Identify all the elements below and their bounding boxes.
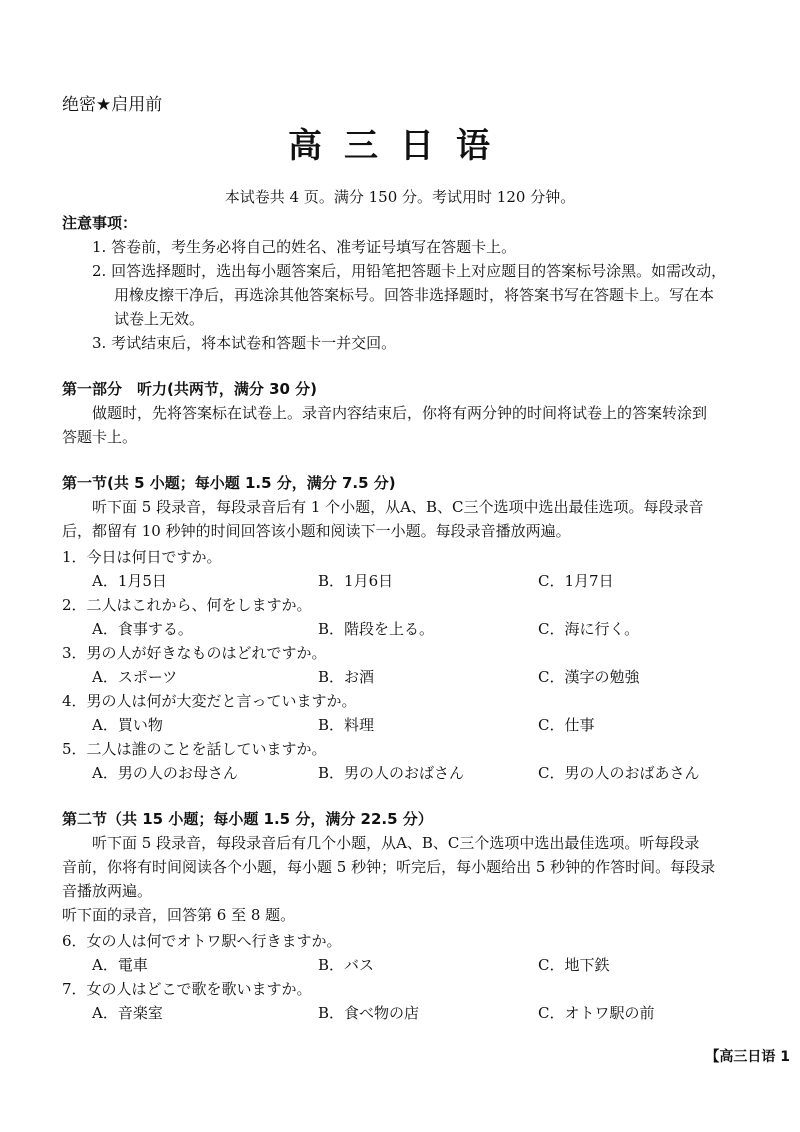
- option-a: A．音楽室: [92, 1004, 163, 1022]
- notice-line: 试卷上无效。: [114, 310, 205, 328]
- section2-desc: 听下面 5 段录音，每段录音后有几个小题，从A、B、C三个选项中选出最佳选项。听每段录: [92, 834, 700, 852]
- option-c: C．海に行く。: [538, 620, 640, 638]
- part1-desc: 答题卡上。: [62, 428, 138, 446]
- option-b: B．料理: [318, 716, 375, 734]
- secret-label: 绝密★启用前: [62, 95, 163, 115]
- section2-instruction: 听下面的录音，回答第 6 至 8 题。: [62, 906, 296, 924]
- notice-line: 1. 答卷前，考生务必将自己的姓名、准考证号填写在答题卡上。: [92, 238, 517, 256]
- option-a: A．男の人のお母さん: [92, 764, 238, 782]
- question: 4．男の人は何が大変だと言っていますか。: [62, 692, 357, 710]
- part1-heading: 第一部分 听力(共两节，满分 30 分): [62, 380, 318, 398]
- option-c: C．男の人のおばあさん: [538, 764, 700, 782]
- part1-desc: 做题时，先将答案标在试卷上。录音内容结束后，你将有两分钟的时间将试卷上的答案转涂到: [92, 404, 708, 422]
- section2-desc: 音前，你将有时间阅读各个小题，每小题 5 秒钟；听完后，每小题给出 5 秒钟的作答时间。每段录: [62, 858, 716, 876]
- question: 7．女の人はどこで歌を歌いますか。: [62, 980, 312, 998]
- question: 2．二人はこれから、何をしますか。: [62, 596, 312, 614]
- section2-desc: 音播放两遍。: [62, 882, 153, 900]
- question: 5．二人は誰のことを話していますか。: [62, 740, 327, 758]
- page-footer: 【高三日语 1: [705, 1049, 790, 1065]
- section1-desc: 听下面 5 段录音，每段录音后有 1 个小题，从A、B、C三个选项中选出最佳选项。每段录音: [92, 498, 704, 516]
- option-b: B．男の人のおばさん: [318, 764, 465, 782]
- option-a: A．スポーツ: [92, 668, 178, 686]
- option-b: B．お酒: [318, 668, 375, 686]
- section1-heading: 第一节(共 5 小题；每小题 1.5 分，满分 7.5 分): [62, 474, 396, 492]
- section2-heading: 第二节（共 15 小题；每小题 1.5 分，满分 22.5 分）: [62, 810, 433, 828]
- option-b: B．バス: [318, 956, 375, 974]
- option-c: C．オトワ駅の前: [538, 1004, 655, 1022]
- option-c: C．地下鉄: [538, 956, 610, 974]
- notice-line: 用橡皮擦干净后，再选涂其他答案标号。回答非选择题时，将答案书写在答题卡上。写在本: [114, 286, 715, 304]
- question: 1．今日は何日ですか。: [62, 548, 222, 566]
- option-c: C．1月7日: [538, 572, 614, 590]
- option-a: A．食事する。: [92, 620, 193, 638]
- option-a: A．買い物: [92, 716, 163, 734]
- option-b: B．階段を上る。: [318, 620, 435, 638]
- option-c: C．漢字の勉強: [538, 668, 640, 686]
- option-b: B．食べ物の店: [318, 1004, 420, 1022]
- question: 6．女の人は何でオトワ駅へ行きますか。: [62, 932, 342, 950]
- option-a: A．1月5日: [92, 572, 167, 590]
- exam-info: 本试卷共 4 页。满分 150 分。考试用时 120 分钟。: [224, 188, 576, 206]
- question: 3．男の人が好きなものはどれですか。: [62, 644, 327, 662]
- notice-line: 2. 回答选择题时，选出每小题答案后，用铅笔把答题卡上对应题目的答案标号涂黑。如需改动，: [92, 262, 727, 280]
- notice-line: 3. 考试结束后，将本试卷和答题卡一并交回。: [92, 334, 397, 352]
- section1-desc: 后，都留有 10 秒钟的时间回答该小题和阅读下一小题。每段录音播放两遍。: [62, 522, 571, 540]
- option-b: B．1月6日: [318, 572, 394, 590]
- option-c: C．仕事: [538, 716, 595, 734]
- option-a: A．電車: [92, 956, 148, 974]
- page-title: 高三日语: [288, 126, 512, 166]
- notice-heading: 注意事项：: [62, 214, 138, 232]
